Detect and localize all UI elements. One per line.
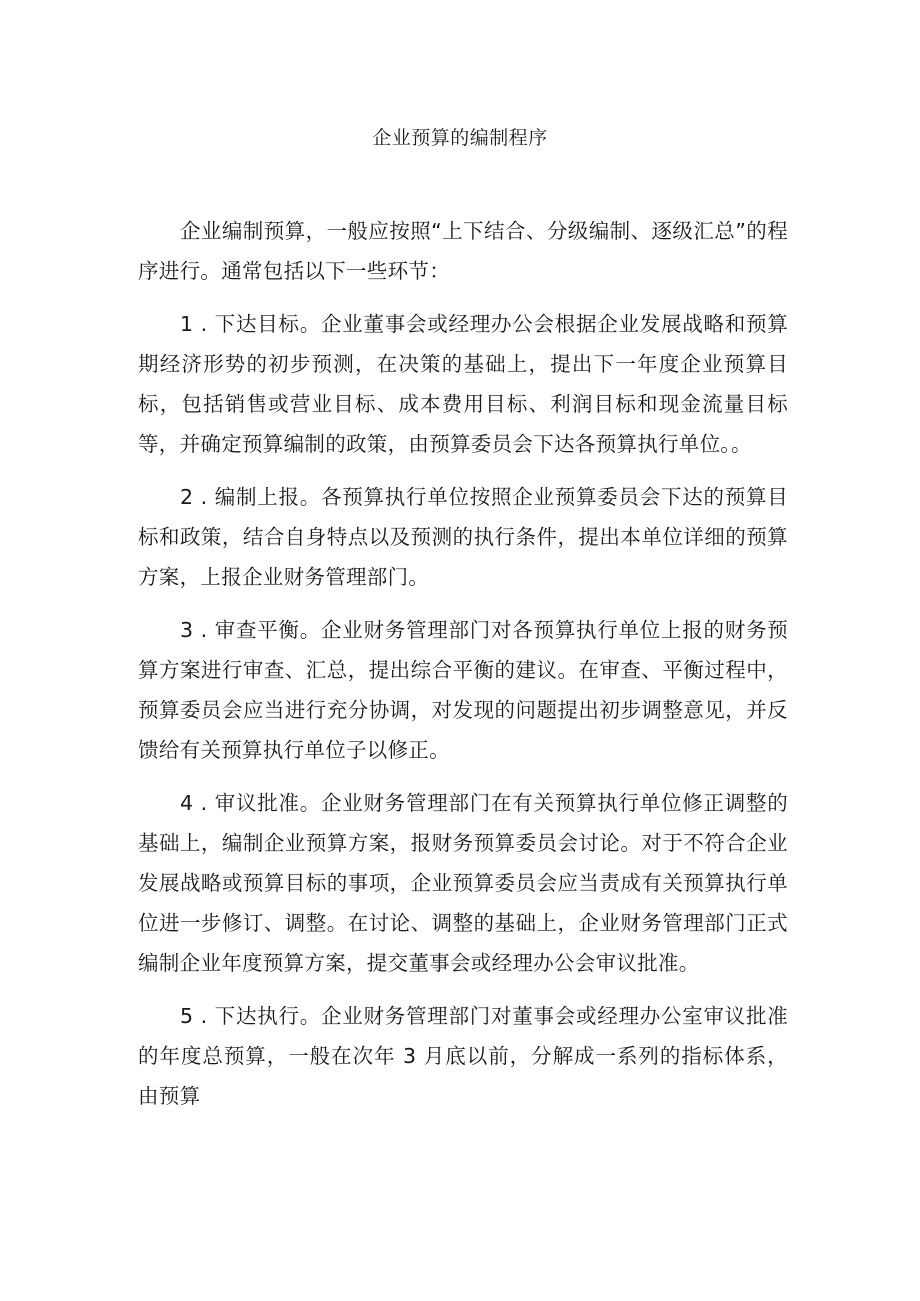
step-4-paragraph: 4 . 审议批准。企业财务管理部门在有关预算执行单位修正调整的基础上，编制企业预算方案，报财务预算委员会讨论。对于不符合企业发展战略或预算目标的事项，企业预算委员会应当责成有关预算执行单位进一步修订、调整。在讨论、调整的基础上，企业财务管理部门正式编制企业年度预算方案，提交董事会或经理办公会审议批准。 [138, 791, 788, 975]
step-1-paragraph: 1 . 下达目标。企业董事会或经理办公会根据企业发展战略和预算期经济形势的初步预测，在决策的基础上，提出下一年度企业预算目标，包括销售或营业目标、成本费用目标、利润目标和现金流量目标等，并确定预算编制的政策，由预算委员会下达各预算执行单位。。 [138, 312, 788, 456]
step-5-paragraph: 5 . 下达执行。企业财务管理部门对董事会或经理办公室审议批准的年度总预算，一般在次年 3 月底以前，分解成一系列的指标体系，由预算 [138, 1004, 788, 1108]
intro-paragraph: 企业编制预算，一般应按照“上下结合、分级编制、逐级汇总”的程序进行。通常包括以下一些环节： [138, 219, 788, 283]
step-3-paragraph: 3 . 审查平衡。企业财务管理部门对各预算执行单位上报的财务预算方案进行审查、汇总，提出综合平衡的建议。在审查、平衡过程中，预算委员会应当进行充分协调，对发现的问题提出初步调整意见，并反馈给有关预算执行单位子以修正。 [138, 618, 788, 762]
document-body [138, 211, 788, 1129]
step-2-paragraph: 2 . 编制上报。各预算执行单位按照企业预算委员会下达的预算目标和政策，结合自身特点以及预测的执行条件，提出本单位详细的预算方案，上报企业财务管理部门。 [138, 485, 788, 589]
document-title: 企业预算的编制程序 [372, 127, 548, 149]
